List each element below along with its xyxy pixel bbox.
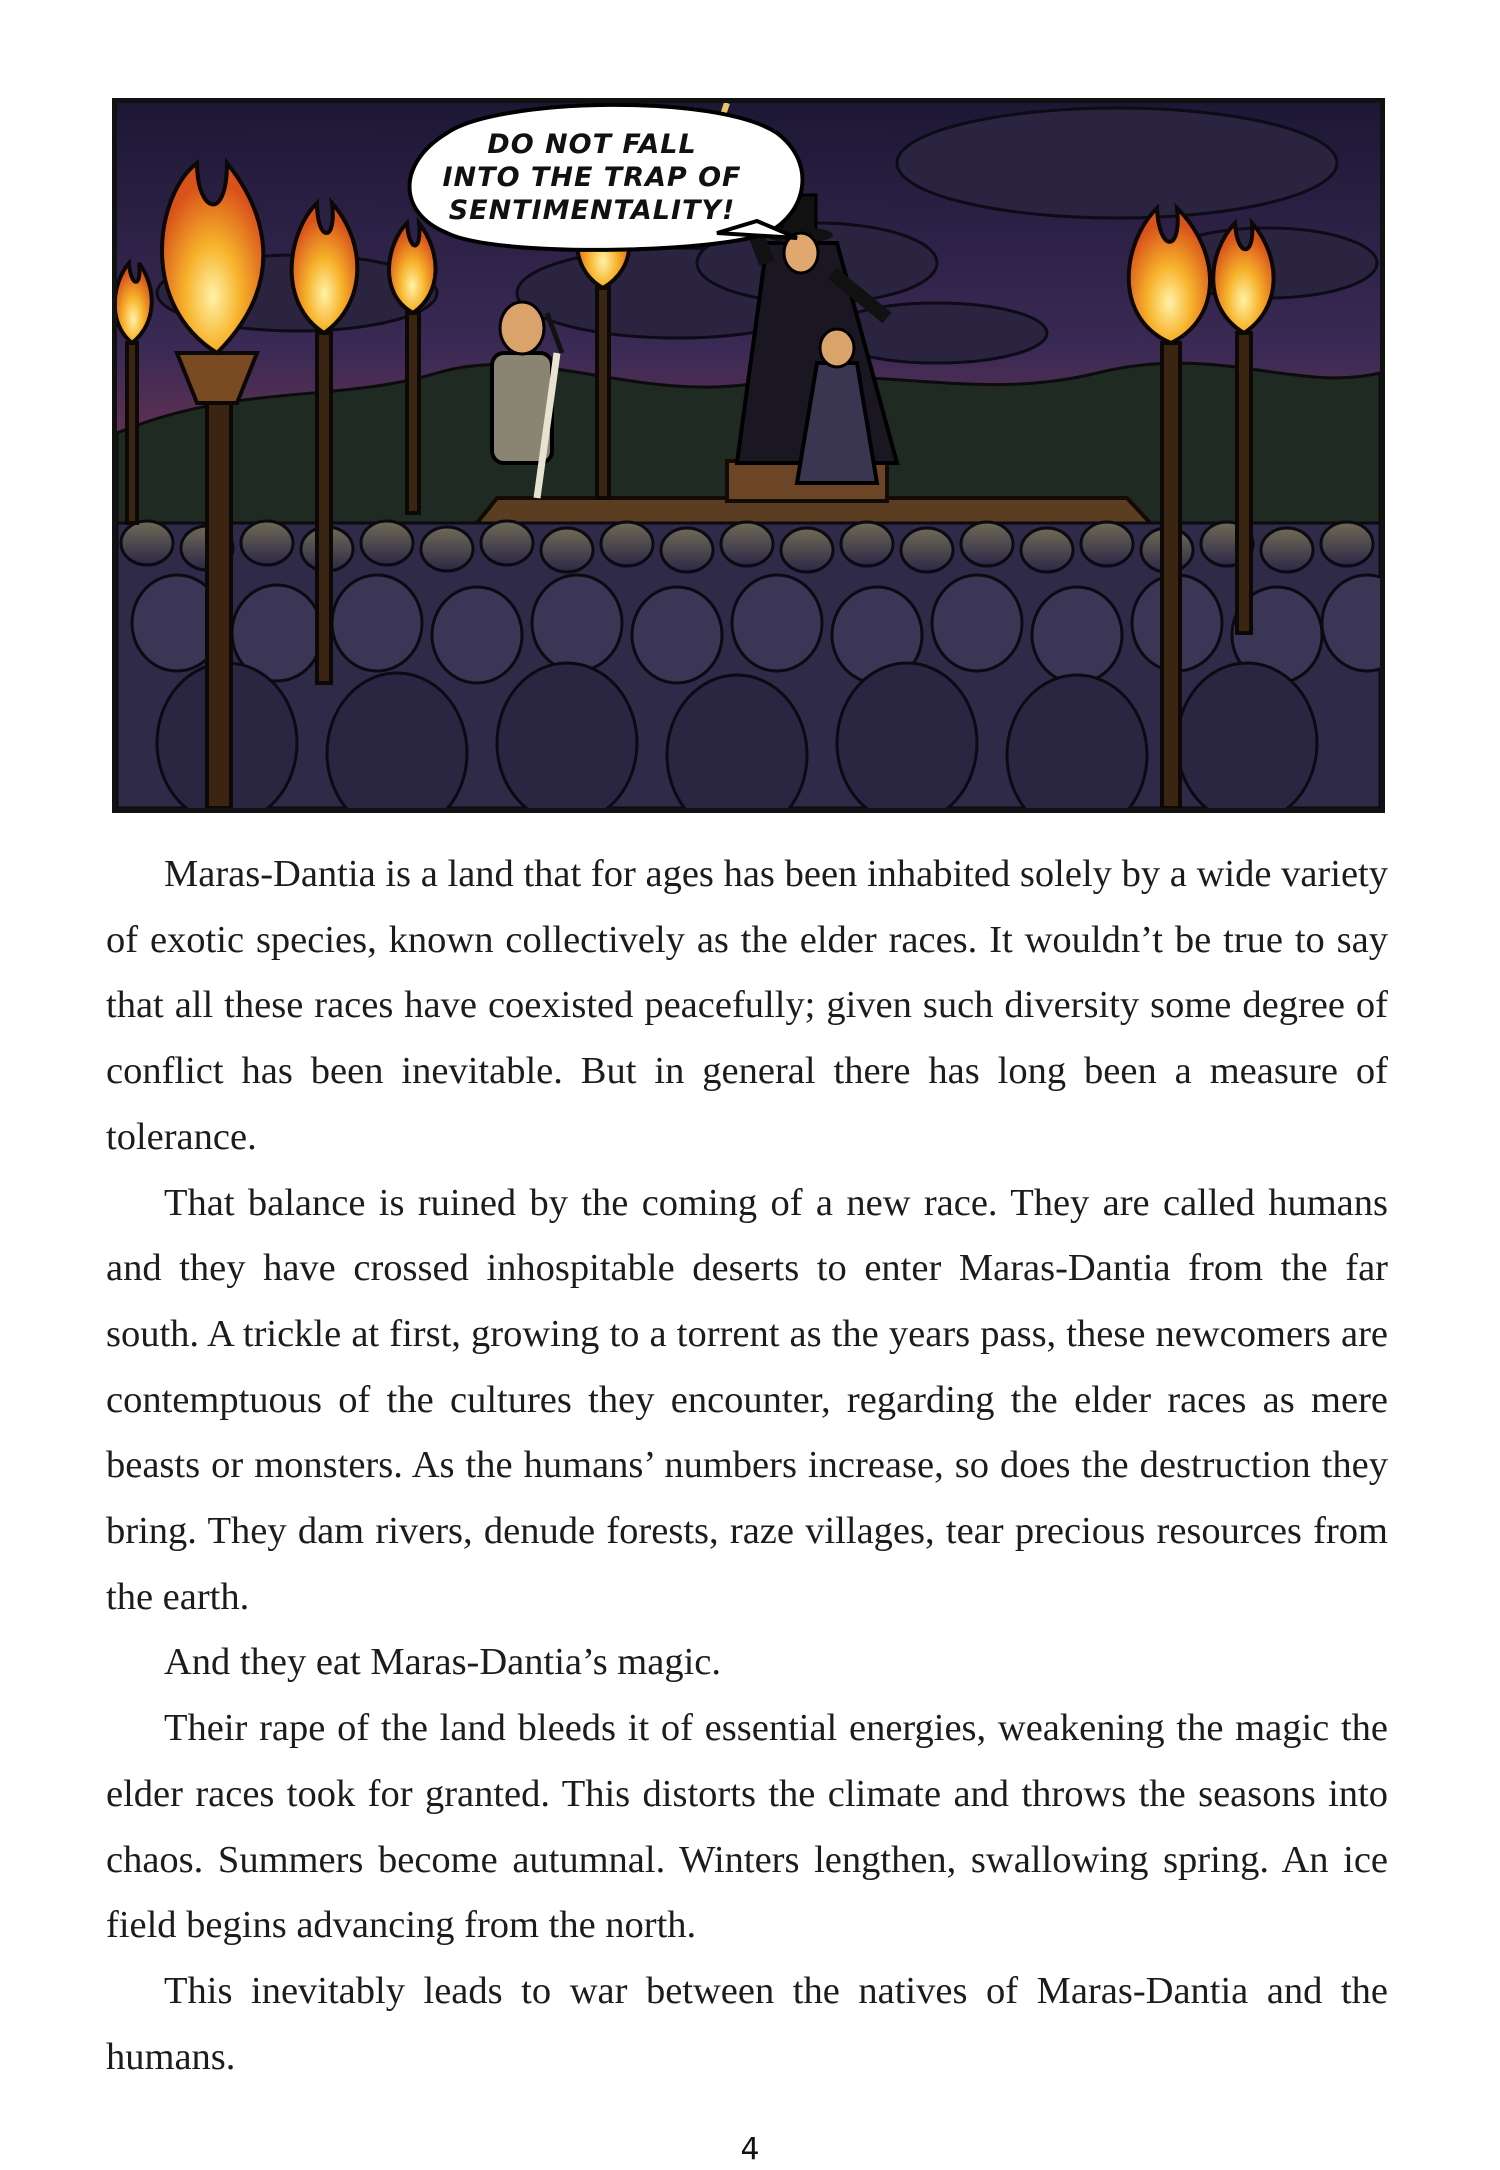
paragraph: This inevitably leads to war between the natives of Maras-Dantia and the humans. (106, 1969, 1388, 2078)
speech-line: SENTIMENTALITY! (448, 195, 736, 226)
speech-bubble-text (424, 128, 760, 227)
body-text (106, 842, 1388, 2090)
paragraph: Maras-Dantia is a land that for ages has been inhabited solely by a wide variety of exotic species, known collectively as the elder races. It wouldn’t be true to say that all these races have coexisted peacefully; given such diversity some degree of conflict has been inevitable. But in general there has long been a measure of tolerance. (106, 853, 1388, 1158)
paragraph: That balance is ruined by the coming of a new race. They are called humans and they have crossed inhospitable deserts to enter Maras-Dantia from the far south. A trickle at first, growing to a torrent as the years pass, these newcomers are contemptuous of the cultures they encounter, regarding the elder races as mere beasts or monsters. As the humans’ numbers increase, so does the destruction they bring. They dam rivers, denude forests, raze villages, tear precious resources from the earth. (106, 1181, 1388, 1618)
page-number: 4 (740, 2132, 760, 2167)
speech-line: DO NOT FALL (487, 129, 697, 160)
speech-line: INTO THE TRAP OF (442, 162, 742, 193)
crowd (117, 521, 1380, 808)
paragraph: And they eat Maras-Dantia’s magic. (164, 1641, 721, 1684)
paragraph: Their rape of the land bleeds it of essential energies, weakening the magic the elder races took for granted. This distorts the climate and throws the seasons into chaos. Summers become autumnal. Winters lengthen, swallowing spring. An ice field begins advancing from the north. (106, 1707, 1388, 1947)
